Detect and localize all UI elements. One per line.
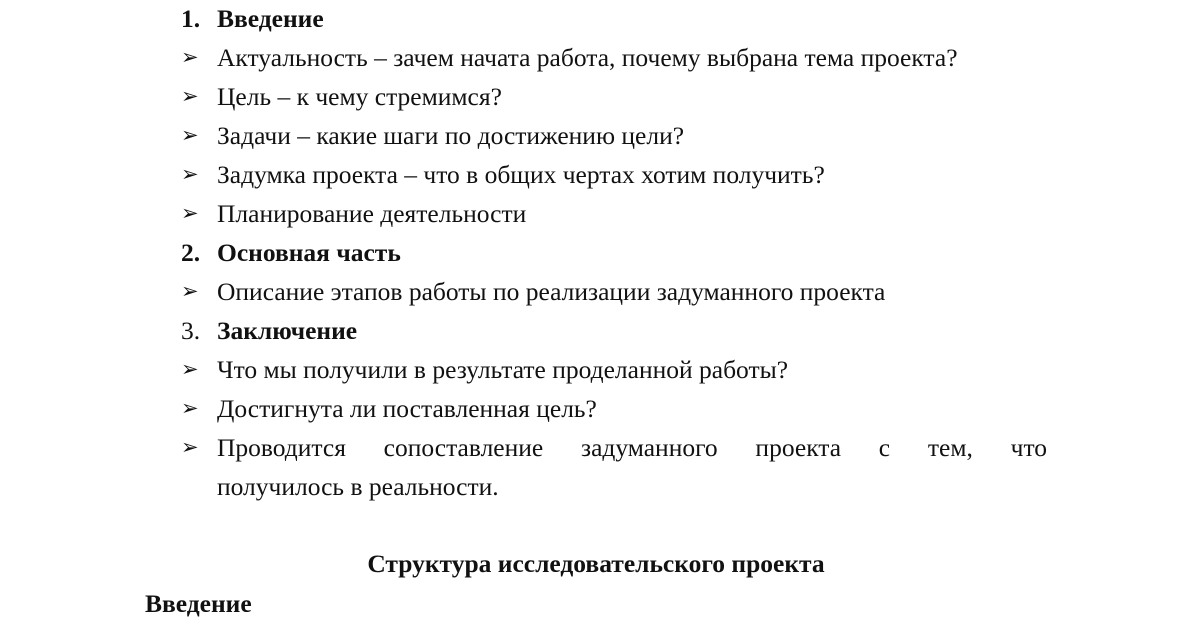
bullet-arrow-icon: ➢ bbox=[181, 123, 199, 147]
list-item: Актуальность – зачем начата работа, почему выбрана тема проекта? bbox=[217, 43, 958, 72]
list-item: Цель – к чему стремимся? bbox=[217, 82, 502, 111]
list-item: Планирование деятельности bbox=[217, 199, 527, 228]
list-item: Достигнута ли поставленная цель? bbox=[217, 394, 597, 423]
bullet-arrow-icon: ➢ bbox=[181, 396, 199, 420]
research-structure-title: Структура исследовательского проекта bbox=[367, 549, 825, 578]
list-item: Проводится сопоставление задуманного проекта с тем, что bbox=[217, 433, 1047, 462]
bullet-arrow-icon: ➢ bbox=[181, 162, 199, 186]
introduction-heading: Введение bbox=[145, 589, 252, 618]
bullet-arrow-icon: ➢ bbox=[181, 84, 199, 108]
list-item: Описание этапов работы по реализации задуманного проекта bbox=[217, 277, 886, 306]
section-number: 2. bbox=[181, 238, 201, 267]
section-title: Заключение bbox=[217, 316, 358, 345]
section-title: Введение bbox=[217, 4, 324, 33]
list-item: Задумка проекта – что в общих чертах хотим получить? bbox=[217, 160, 825, 189]
section-number: 3. bbox=[181, 316, 201, 345]
list-item: Что мы получили в результате проделанной работы? bbox=[217, 355, 789, 384]
bullet-arrow-icon: ➢ bbox=[181, 201, 199, 225]
section-title: Основная часть bbox=[217, 238, 401, 267]
bullet-arrow-icon: ➢ bbox=[181, 435, 199, 459]
bullet-arrow-icon: ➢ bbox=[181, 45, 199, 69]
bullet-arrow-icon: ➢ bbox=[181, 279, 199, 303]
list-item-continuation: получилось в реальности. bbox=[217, 472, 499, 501]
bullet-arrow-icon: ➢ bbox=[181, 357, 199, 381]
list-item: Задачи – какие шаги по достижению цели? bbox=[217, 121, 685, 150]
section-number: 1. bbox=[181, 4, 201, 33]
